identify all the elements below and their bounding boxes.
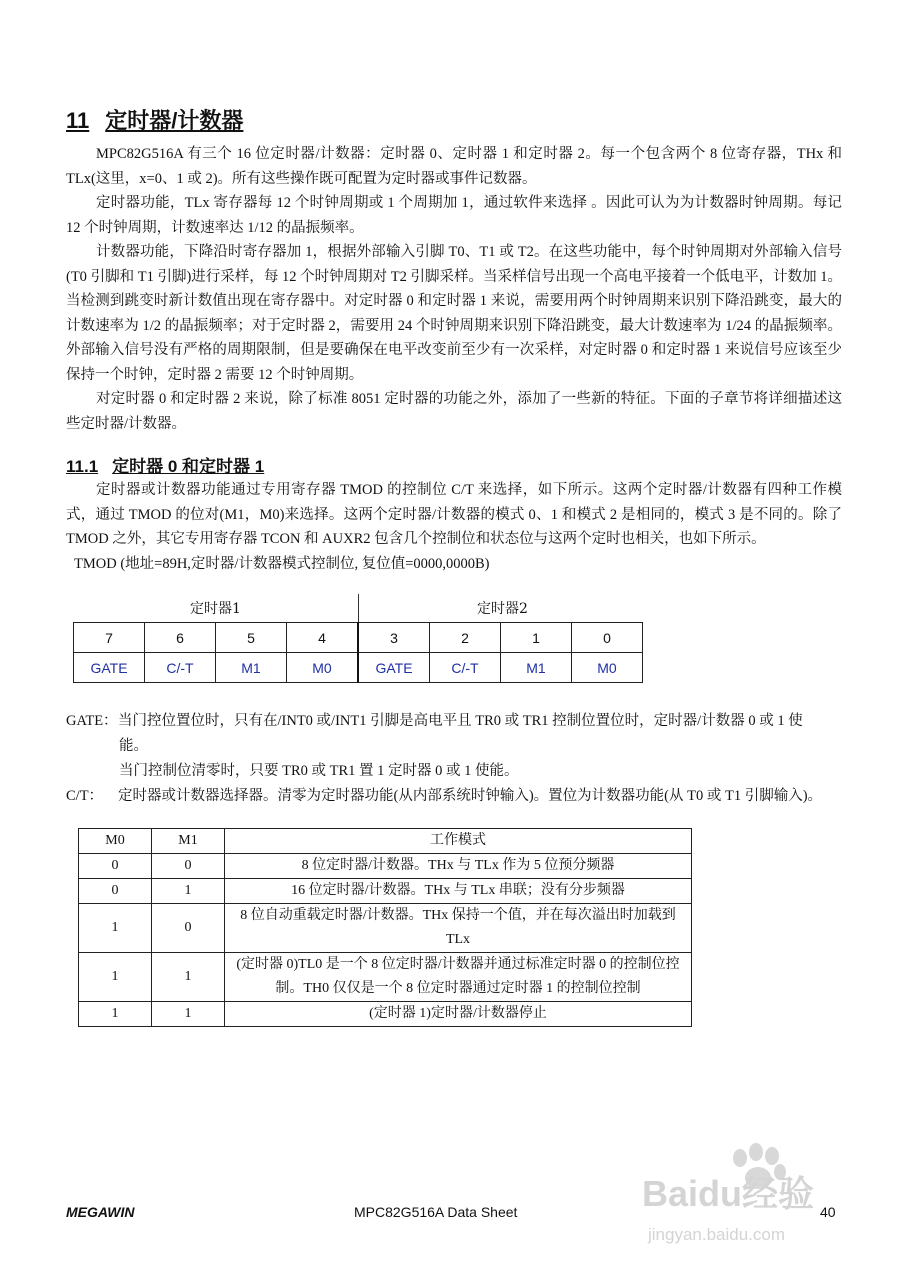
tmod-register-table: [73, 622, 643, 683]
register-field: C/-T: [145, 653, 216, 683]
register-bit: 0: [572, 623, 643, 653]
section-title: 定时器/计数器: [105, 108, 244, 133]
ct-definition: [66, 784, 846, 809]
table-row: [79, 854, 692, 879]
mode-table-header: [79, 829, 692, 854]
table-row: [79, 879, 692, 904]
register-bit: 5: [216, 623, 287, 653]
register-bit: 2: [430, 623, 501, 653]
mode-cell-desc: 8 位定时器/计数器。THx 与 TLx 作为 5 位预分频器: [225, 854, 692, 879]
mode-cell-m1: 0: [152, 904, 225, 953]
mode-cell-desc: 8 位自动重载定时器/计数器。THx 保持一个值，并在每次溢出时加载到 TLx: [225, 904, 692, 953]
mode-cell-m0: 1: [79, 904, 152, 953]
paragraph-intro: MPC82G516A 有三个 16 位定时器/计数器：定时器 0、定时器 1 和定时器 2。每一个包含两个 8 位寄存器，THx 和 TLx(这里，x=0、1 或 2)。所有这些操作既可配置为定时器或事件记数器。: [66, 146, 842, 187]
register-field: C/-T: [430, 653, 501, 683]
register-bit: 1: [501, 623, 572, 653]
mode-cell-m0: 1: [79, 1002, 152, 1027]
table-row: [79, 953, 692, 1002]
ct-text: 定时器或计数器选择器。清零为定时器功能(从内部系统时钟输入)。置位为计数器功能(从 T0 或 T1 引脚输入)。: [118, 788, 823, 804]
register-bit: 4: [287, 623, 359, 653]
paragraph-new-features: 对定时器 0 和定时器 2 来说，除了标准 8051 定时器的功能之外，添加了一些新的特征。下面的子章节将详细描述这些定时器/计数器。: [66, 391, 842, 432]
watermark-text: Baidu经验: [642, 1173, 815, 1214]
table-row: [79, 1002, 692, 1027]
gate-label: GATE：: [66, 713, 118, 729]
register-field: GATE: [74, 653, 145, 683]
mode-cell-m0: 1: [79, 953, 152, 1002]
subsection-heading: [66, 452, 264, 477]
paragraph-counter-function: 计数器功能，下降沿时寄存器加 1，根据外部输入引脚 T0、T1 或 T2。在这些功能中，每个时钟周期对外部输入信号(T0 引脚和 T1 引脚)进行采样，每 12 个时钟周期对 T2 引脚采样。当采样信号出现一个高电平接着一个低电平，计数加 1。当检测到跳变时新计数值出现在寄存器中。对定时器 0 和定时器 1 来说，需要用两个时钟周期来识别下降沿跳变，最大的计数速率为 1/2 的晶振频率；对于定时器 2，需要用 24 个时钟周期来识别下降沿跳变，最大计数速率为 1/24 的晶振频率。外部输入信号没有严格的周期限制，但是要确保在电平改变前至少有一次采样，对定时器 0 和定时器 1 来说信号应该至少保持一个时钟，定时器 2 需要 12 个时钟周期。: [66, 244, 842, 383]
mode-header-m0: M0: [79, 829, 152, 854]
mode-cell-m0: 0: [79, 879, 152, 904]
section-number: 11: [66, 108, 90, 133]
register-field: M1: [216, 653, 287, 683]
register-bit: 7: [74, 623, 145, 653]
register-field: M1: [501, 653, 572, 683]
gate-text: 当门控位置位时，只有在/INT0 或/INT1 引脚是高电平且 TR0 或 TR1 控制位置位时，定时器/计数器 0 或 1 使: [118, 713, 803, 729]
register-field: GATE: [358, 653, 430, 683]
mode-cell-m0: 0: [79, 854, 152, 879]
watermark-url: jingyan.baidu.com: [648, 1225, 786, 1244]
tmod-caption: TMOD (地址=89H,定时器/计数器模式控制位, 复位值=0000,0000B): [74, 556, 490, 572]
register-group-timer1: 定时器1: [190, 601, 241, 617]
mode-cell-desc: (定时器 0)TL0 是一个 8 位定时器/计数器并通过标准定时器 0 的控制位控制。TH0 仅仅是一个 8 位定时器通过定时器 1 的控制位控制: [225, 953, 692, 1002]
gate-text-continued: 能。: [119, 738, 148, 754]
register-field: M0: [572, 653, 643, 683]
register-field: M0: [287, 653, 359, 683]
mode-header-m1: M1: [152, 829, 225, 854]
register-bit: 3: [358, 623, 430, 653]
register-group-header: [73, 594, 646, 622]
paragraph-timer-function: 定时器功能，TLx 寄存器每 12 个时钟周期或 1 个周期加 1，通过软件来选择 。因此可认为为计数器时钟周期。每记 12 个时钟周期，计数速率达 1/12 的晶振频率。: [66, 195, 842, 236]
gate-definition: [66, 709, 846, 734]
mode-cell-m1: 0: [152, 854, 225, 879]
mode-table: [78, 828, 692, 1027]
register-bit: 6: [145, 623, 216, 653]
subsection-title: 定时器 0 和定时器 1: [112, 457, 265, 476]
section-heading: [66, 104, 243, 135]
page-number: 40: [820, 1204, 836, 1220]
mode-cell-m1: 1: [152, 953, 225, 1002]
mode-cell-desc: (定时器 1)定时器/计数器停止: [225, 1002, 692, 1027]
paragraph-tmod: 定时器或计数器功能通过专用寄存器 TMOD 的控制位 C/T 来选择，如下所示。这两个定时器/计数器有四种工作模式，通过 TMOD 的位对(M1，M0)来选择。这两个定时器/计数器的模式 0、1 和模式 2 是相同的，模式 3 是不同的。除了 TMOD 之外，其它专用寄存器 TCON 和 AUXR2 包含几个控制位和状态位与这两个定时也相关，也如下所示。: [66, 482, 842, 547]
ct-label: C/T：: [66, 788, 104, 804]
subsection-number: 11.1: [66, 457, 99, 476]
footer-doc-title: MPC82G516A Data Sheet: [354, 1204, 518, 1220]
mode-cell-m1: 1: [152, 879, 225, 904]
register-bit-row: [74, 623, 643, 653]
register-group-timer2: 定时器2: [477, 601, 528, 617]
footer-brand: MEGAWIN: [66, 1204, 135, 1220]
mode-cell-desc: 16 位定时器/计数器。THx 与 TLx 串联；没有分步频器: [225, 879, 692, 904]
register-name-row: [74, 653, 643, 683]
gate-clear-text: 当门控制位清零时，只要 TR0 或 TR1 置 1 定时器 0 或 1 使能。: [119, 763, 519, 779]
table-row: [79, 904, 692, 953]
mode-cell-m1: 1: [152, 1002, 225, 1027]
mode-header-mode: 工作模式: [225, 829, 692, 854]
